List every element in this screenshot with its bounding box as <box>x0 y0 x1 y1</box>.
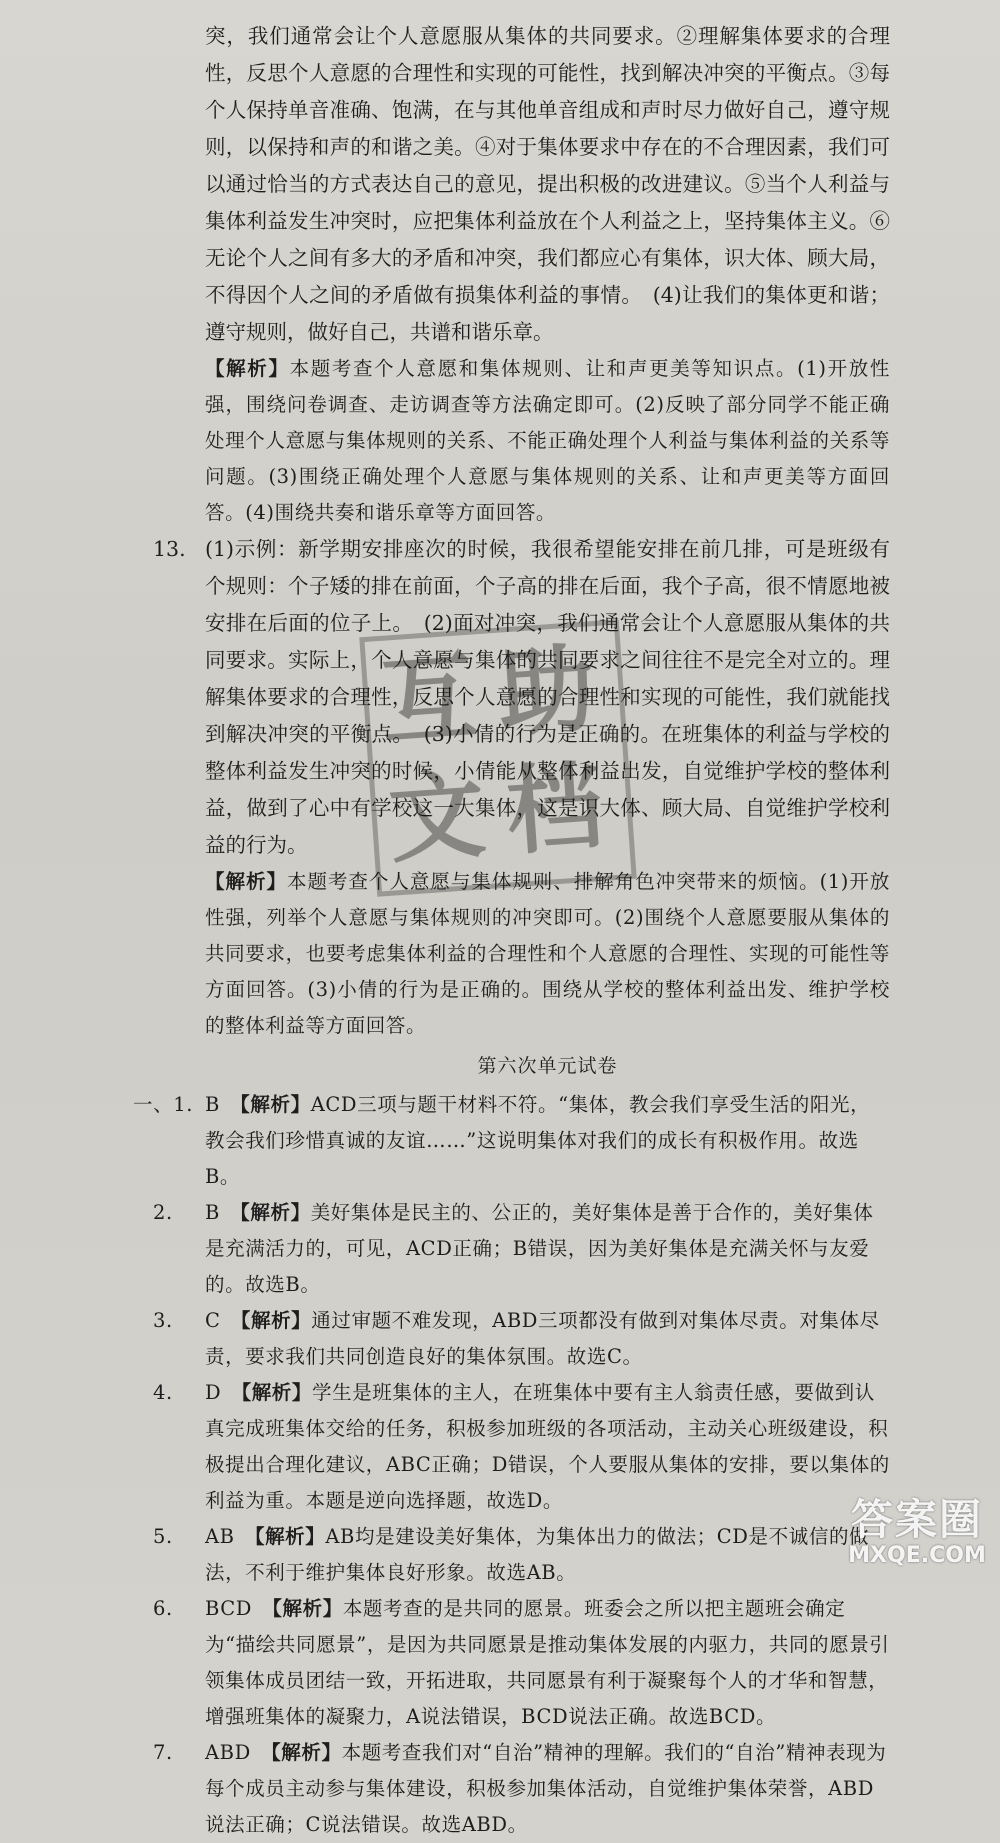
mc-item-7 <box>153 1735 890 1843</box>
mc-item-5 <box>153 1519 890 1591</box>
question-number: 6. <box>153 1597 173 1620</box>
analysis-text: AB均是建设美好集体，为集体出力的做法；CD是不诚信的做法，不利于维护集体良好形象。故选AB。 <box>205 1525 870 1584</box>
answer-choice: ABD <box>205 1741 271 1764</box>
mc-item-1 <box>133 1087 890 1195</box>
question-number: 13. <box>153 537 186 561</box>
analysis-label: 【解析】 <box>205 870 287 893</box>
answer-choice: C <box>205 1309 241 1332</box>
analysis-label: 【解析】 <box>272 1597 343 1620</box>
analysis-text: 本题考查个人意愿与集体规则、排解角色冲突带来的烦恼。(1)开放性强，列举个人意愿与集体规则的冲突即可。(2)围绕个人意愿要服从集体的共同要求，也要考虑集体利益的合理性和个人意愿的合理性、实现的可能性等方面回答。(3)小倩的行为是正确的。围绕从学校的整体利益出发、维护学校的整体利益等方面回答。 <box>205 870 890 1037</box>
watermark-logo <box>842 1497 992 1577</box>
mc-item-3 <box>153 1303 890 1375</box>
mc-item-6 <box>153 1591 890 1735</box>
analysis-label: 【解析】 <box>205 357 290 380</box>
analysis-text: ACD三项与题干材料不符。“集体，教会我们享受生活的阳光，教会我们珍惜真诚的友谊……”这说明集体对我们的成长有积极作用。故选B。 <box>205 1093 871 1188</box>
question-number: 一、1. <box>133 1093 194 1116</box>
analysis-label: 【解析】 <box>270 1741 342 1764</box>
answer-column <box>133 18 890 1843</box>
analysis-text: 本题考查的是共同的愿景。班委会之所以把主题班会确定为“描绘共同愿景”，是因为共同愿景是推动集体发展的内驱力，共同的愿景引领集体成员团结一致，开拓进取，共同愿景有利于凝聚每个人的才华和智慧，增强班集体的凝聚力，A说法错误，BCD说法正确。故选BCD。 <box>205 1597 890 1728</box>
answer-choice: B <box>205 1201 241 1224</box>
question-number: 2. <box>153 1201 173 1224</box>
analysis-text: 本题考查个人意愿和集体规则、让和声更美等知识点。(1)开放性强，围绕问卷调查、走访调查等方法确定即可。(2)反映了部分同学不能正确处理个人意愿与集体规则的关系、不能正确处理个人利益与集体利益的关系等问题。(3)围绕正确处理个人意愿与集体规则的关系、让和声更美等方面回答。(4)围绕共奏和谐乐章等方面回答。 <box>205 357 890 524</box>
mc-item-4 <box>153 1375 890 1519</box>
stamp-char: 档 <box>502 748 607 869</box>
section-title: 第六次单元试卷 <box>477 1055 618 1077</box>
watermark-title: 答案圈 <box>850 1495 983 1544</box>
answer-paragraph-13: (1)示例：新学期安排座次的时候，我很希望能安排在前几排，可是班级有个规则：个子矮的排在前面，个子高的排在后面，我个子高，很不情愿地被安排在后面的位子上。 (2)面对冲突，我们通常会让个人意愿服从集体的共同要求。实际上，个人意愿与集体的共同要求之间往往不是完全对立的。理解集体要求的合理性，反思个人意愿的合理性和实现的可能性，我们就能找到解决冲突的平衡点。 (3)小倩的行为是正确的。在班集体的利益与学校的整体利益发生冲突的时候，小倩能从整体利益出发，自觉维护学校的整体利益，做到了心中有学校这一大集体，这是识大体、顾大局、自觉维护学校利益的行为。 <box>205 537 890 857</box>
analysis-text: 美好集体是民主的、公正的，美好集体是善于合作的，美好集体是充满活力的，可见，ACD正确；B错误，因为美好集体是充满关怀与友爱的。故选B。 <box>205 1201 874 1296</box>
analysis-text: 本题考查我们对“自治”精神的理解。我们的“自治”精神表现为每个成员主动参与集体建设，积极参加集体活动，自觉维护集体荣誉，ABD说法正确；C说法错误。故选ABD。 <box>205 1741 887 1836</box>
answer-paragraph-12-cont: 突，我们通常会让个人意愿服从集体的共同要求。②理解集体要求的合理性，反思个人意愿的合理性和实现的可能性，找到解决冲突的平衡点。③每个人保持单音准确、饱满，在与其他单音组成和声时尽力做好自己，遵守规则，以保持和声的和谐之美。④对于集体要求中存在的不合理因素，我们可以通过恰当的方式表达自己的意见，提出积极的改进建议。⑤当个人利益与集体利益发生冲突时，应把集体利益放在个人利益之上，坚持集体主义。⑥无论个人之间有多大的矛盾和冲突，我们都应心有集体，识大体、顾大局，不得因个人之间的矛盾做有损集体利益的事情。 (4)让我们的集体更和谐；遵守规则，做好自己，共谱和谐乐章。 <box>205 24 890 344</box>
analysis-label: 【解析】 <box>240 1309 312 1332</box>
analysis-text: 学生是班集体的主人，在班集体中要有主人翁责任感，要做到认真完成班集体交给的任务，积极参加班级的各项活动，主动关心班级建设，积极提出合理化建议，ABC正确；D错误，个人要服从集体的安排，要以集体的利益为重。本题是逆向选择题，故选D。 <box>205 1381 890 1512</box>
analysis-label: 【解析】 <box>240 1093 311 1116</box>
question-number: 3. <box>153 1309 173 1332</box>
answer-choice: B <box>205 1093 241 1116</box>
analysis-text: 通过审题不难发现，ABD三项都没有做到对集体尽责。对集体尽责，要求我们共同创造良好的集体氛围。故选C。 <box>205 1309 880 1368</box>
analysis-label: 【解析】 <box>241 1381 312 1404</box>
analysis-13 <box>205 864 890 1044</box>
answer-choice: D <box>205 1381 242 1404</box>
analysis-label: 【解析】 <box>240 1201 311 1224</box>
watermark-url: MXQE.COM <box>848 1543 986 1568</box>
mc-item-2 <box>153 1195 890 1303</box>
question-number: 4. <box>153 1381 173 1404</box>
stamp-char: 文 <box>385 757 489 877</box>
stamp-char: 助 <box>494 631 599 751</box>
stamp-char: 互 <box>376 639 481 759</box>
analysis-label: 【解析】 <box>254 1525 326 1548</box>
question-number: 7. <box>153 1741 173 1764</box>
question-number: 5. <box>153 1525 173 1548</box>
analysis-12 <box>205 351 890 531</box>
stamp-seal <box>359 619 637 897</box>
answer-choice: BCD <box>205 1597 273 1620</box>
answer-choice: AB <box>205 1525 255 1548</box>
